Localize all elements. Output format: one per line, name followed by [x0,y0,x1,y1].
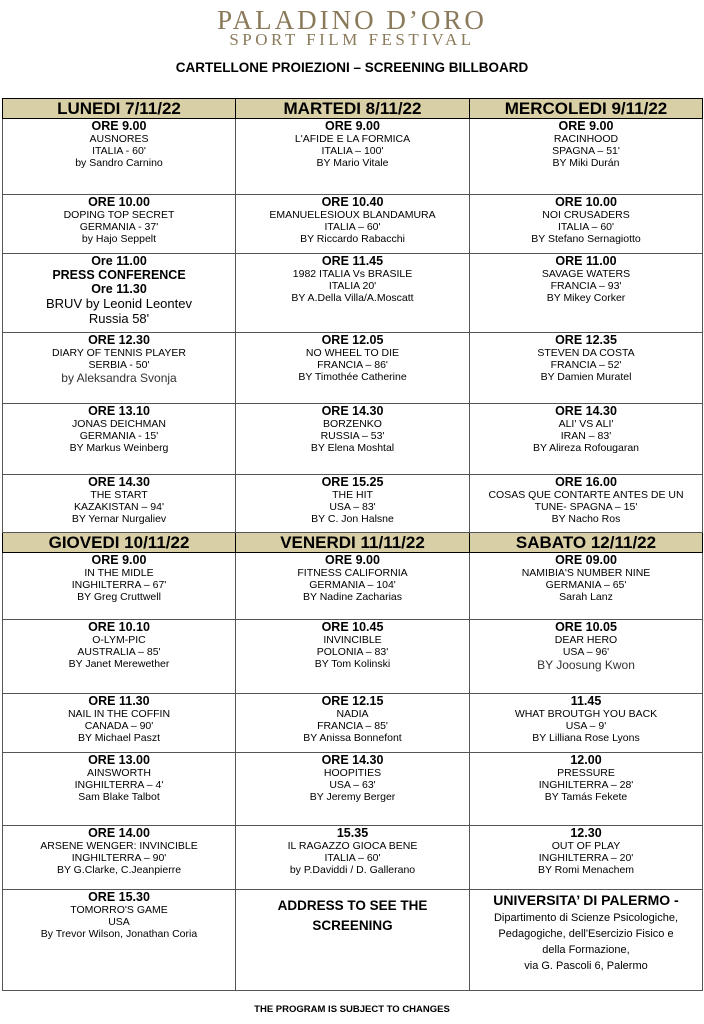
film-country: GERMANIA – 65' [545,579,627,591]
film-director: BY Mario Vitale [316,157,389,169]
film-director: BY C. Jon Halsne [311,513,394,525]
film-country: GERMANIA – 104' [309,579,396,591]
film-director: by Sandro Carnino [75,157,163,169]
film-country: INGHILTERRA – 67' [71,579,167,591]
film-director: BY Mikey Corker [546,292,626,304]
screening-time: ORE 14.30 [555,404,617,418]
screening-cell [470,620,703,694]
screening-time: ORE 14.30 [321,753,384,767]
film-title: 1982 ITALIA Vs BRASILE [292,268,413,280]
film-title: NAMIBIA'S NUMBER NINE [521,567,651,579]
film-title: DOPING TOP SECRET [63,209,175,221]
screening-cell [236,826,470,890]
screening-cell [470,404,703,475]
film-title: HOOPITIES [323,767,382,779]
schedule-row [3,254,703,333]
screening-cell [3,553,236,620]
film-director: BY Anissa Bonnefont [303,732,402,744]
film-director: by Aleksandra Svonja [61,371,177,385]
film-title: BORZENKO [323,418,382,430]
film-title: DEAR HERO [554,634,618,646]
film-director: BY Romi Menachem [537,864,635,876]
screening-cell [470,254,703,333]
film-country: USA – 96' [562,646,610,658]
billboard-title: CARTELLONE PROIEZIONI – SCREENING BILLBOARD [175,60,529,75]
screening-cell [236,195,470,254]
film-country: ITALIA – 60' [557,221,615,233]
university-address-cell [470,890,703,991]
press-conference-label: PRESS CONFERENCE [52,268,186,282]
film-director: By Trevor Wilson, Jonathan Coria [40,928,198,940]
film-director: BY Damien Muratel [540,371,632,383]
film-country: USA [108,916,130,928]
film-director: by P.Daviddi / D. Gallerano [289,864,416,876]
film-title: AUSNORES [89,133,149,145]
film-title: STEVEN DA COSTA [537,347,635,359]
film-director: BY Timothée Catherine [298,371,407,383]
screening-time: ORE 14.30 [321,404,384,418]
film-director: Sarah Lanz [559,591,613,603]
day-header: LUNEDI 7/11/22 [3,99,236,119]
screening-time: ORE 10.40 [321,195,384,209]
film-director: BY Elena Moshtal [310,442,395,454]
film-title: THE HIT [332,489,373,501]
film-country: INGHILTERRA – 4' [74,779,164,791]
film-director: BY Joosung Kwon [537,658,635,672]
address-label-cell [236,890,470,991]
press-conference-cell [3,254,236,333]
film-country: FRANCIA – 85' [317,720,388,732]
screening-cell [236,119,470,195]
schedule-row [3,826,703,890]
film-director: BY Tom Kolinski [314,658,391,670]
screening-time: ORE 12.30 [88,333,150,347]
film-title: OUT OF PLAY [551,840,621,852]
screening-cell [3,826,236,890]
screening-time: ORE 15.30 [88,890,150,904]
screening-time: ORE 12.05 [321,333,384,347]
screening-time: ORE 9.00 [91,553,147,567]
schedule-row [3,404,703,475]
film-country: USA – 9' [565,720,607,732]
screening-cell [3,890,236,991]
film-director: BY Markus Weinberg [69,442,169,454]
screening-time: ORE 10.10 [88,620,150,634]
film-director: BY Riccardo Rabacchi [300,233,405,245]
film-title: NO WHEEL TO DIE [305,347,400,359]
screening-cell [470,753,703,826]
screening-time: ORE 10.00 [555,195,617,209]
program-disclaimer: THE PROGRAM IS SUBJECT TO CHANGES [254,1004,450,1015]
film-country: FRANCIA – 52' [550,359,622,371]
screening-cell [3,753,236,826]
day-header: MERCOLEDI 9/11/22 [470,99,703,119]
day-header: SABATO 12/11/22 [470,533,703,553]
film-title: THE START [90,489,148,501]
film-director: by Hajo Seppelt [81,233,157,245]
film-director: BY Nadine Zacharias [302,591,403,603]
film-country: GERMANIA - 37' [79,221,159,233]
film-director: BY Nacho Ros [551,513,621,525]
film-country: ITALIA 20' [328,280,377,292]
street-address: via G. Pascoli 6, Palermo [524,960,648,972]
film-country: KAZAKISTAN – 94' [74,501,164,513]
film-country: TUNE- SPAGNA – 15' [534,501,638,513]
day-header: MARTEDI 8/11/22 [236,99,470,119]
screening-time: 15.35 [336,826,369,840]
film-title: NAIL IN THE COFFIN [67,708,171,720]
film-title: JONAS DEICHMAN [72,418,166,430]
screening-cell [470,119,703,195]
film-director: BY G.Clarke, C.Jeanpierre [56,864,182,876]
film-title: RACINHOOD [553,133,619,145]
film-director: BY Yernar Nurgaliev [71,513,167,525]
film-title: NADIA [336,708,369,720]
screening-cell [3,195,236,254]
screening-time: ORE 9.00 [325,553,380,567]
film-title: COSAS QUE CONTARTE ANTES DE UN [488,489,684,501]
film-country: IRAN – 83' [560,430,612,442]
film-country: INGHILTERRA – 20' [538,852,634,864]
screening-time: ORE 10.45 [321,620,384,634]
film-country: RUSSIA – 53' [320,430,385,442]
department-line: Pedagogiche, dell'Esercizio Fisico e [498,928,674,940]
film-title: NOI CRUSADERS [542,209,630,221]
press-time: Ore 11.00 [91,254,147,268]
screening-time: ORE 11.45 [321,254,384,268]
screening-time: ORE 9.00 [325,119,380,133]
film-director: BY Stefano Sernagiotto [531,233,641,245]
screening-time: ORE 16.00 [555,475,617,489]
film-title: DIARY OF TENNIS PLAYER [51,347,186,359]
screening-time: ORE 10.05 [555,620,617,634]
press-film-time: Ore 11.30 [91,282,147,296]
press-film-country: Russia 58' [88,311,150,326]
screening-cell [3,404,236,475]
film-director: Sam Blake Talbot [78,791,160,803]
film-title: INVINCIBLE [323,634,382,646]
schedule-row [3,195,703,254]
film-title: IL RAGAZZO GIOCA BENE [287,840,418,852]
schedule-row [3,753,703,826]
screening-cell [470,333,703,404]
screening-cell [236,753,470,826]
film-country: INGHILTERRA – 90' [71,852,167,864]
film-title: FITNESS CALIFORNIA [297,567,408,579]
screening-time: ORE 14.00 [88,826,150,840]
screening-time: 11.45 [570,694,602,708]
screening-schedule-table [2,98,703,991]
film-country: GERMANIA - 15' [79,430,159,442]
screening-time: ORE 11.30 [88,694,150,708]
film-country: ITALIA – 60' [324,852,381,864]
screening-cell [470,475,703,533]
screening-cell [470,195,703,254]
film-country: SPAGNA – 51' [552,145,620,157]
film-country: ITALIA - 60' [92,145,146,157]
schedule-row [3,475,703,533]
film-country: USA – 83' [329,501,376,513]
screening-time: ORE 10.00 [88,195,150,209]
screening-cell [3,694,236,753]
day-header: VENERDI 11/11/22 [236,533,470,553]
screening-cell [3,333,236,404]
film-country: ITALIA – 60' [324,221,381,233]
day-header: GIOVEDI 10/11/22 [3,533,236,553]
film-director: BY Greg Cruttwell [77,591,161,603]
film-country: ITALIA – 100' [321,145,384,157]
film-title: ARSENE WENGER: INVINCIBLE [40,840,198,852]
screening-cell [236,404,470,475]
film-title: IN THE MIDLE [84,567,154,579]
film-title: L'AFIDE E LA FORMICA [294,133,411,145]
schedule-row [3,333,703,404]
screening-cell [236,333,470,404]
screening-cell [470,553,703,620]
schedule-row [3,890,703,991]
film-director: BY Alireza Rofougaran [532,442,640,454]
film-country: CANADA – 90' [84,720,154,732]
film-title: WHAT BROUTGH YOU BACK [514,708,658,720]
film-title: EMANUELESIOUX BLANDAMURA [269,209,436,221]
day-header-row [3,533,703,553]
schedule-row [3,620,703,694]
screening-time: ORE 9.00 [558,119,614,133]
film-title: O-LYM-PIC [92,634,146,646]
screening-cell [236,553,470,620]
screening-time: ORE 14.30 [88,475,150,489]
film-country: FRANCIA – 93' [550,280,622,292]
schedule-row [3,119,703,195]
department-line: Dipartimento di Scienze Psicologiche, [493,912,679,924]
film-title: PRESSURE [557,767,615,779]
film-director: BY Jeremy Berger [309,791,396,803]
festival-logo-subtitle: SPORT FILM FESTIVAL [229,30,475,49]
film-director: BY Janet Merewether [68,658,170,670]
schedule-row [3,694,703,753]
film-title: ALI' VS ALI' [558,418,614,430]
screening-cell [236,620,470,694]
screening-cell [236,475,470,533]
film-director: BY Tamás Fekete [544,791,628,803]
screening-time: ORE 12.35 [555,333,617,347]
film-title: AINSWORTH [87,767,151,779]
film-director: BY Miki Durán [552,157,620,169]
press-film-title: BRUV by Leonid Leontev [46,296,192,311]
film-title: TOMORRO'S GAME [70,904,168,916]
schedule-row [3,553,703,620]
university-name: UNIVERSITA’ DI PALERMO - [493,892,679,908]
screening-time: ORE 09.00 [555,553,617,567]
screening-time: ORE 13.00 [88,753,150,767]
screening-time: ORE 11.00 [555,254,617,268]
screening-time: 12.00 [570,753,602,767]
film-director: BY Lilliana Rose Lyons [532,732,640,744]
department-line: della Formazione, [542,944,630,956]
film-country: USA – 63' [329,779,376,791]
screening-cell [236,694,470,753]
film-country: SERBIA - 50' [88,359,150,371]
day-header-row [3,99,703,119]
screening-time: 12.30 [570,826,602,840]
film-title: SAVAGE WATERS [541,268,631,280]
film-country: POLONIA – 83' [316,646,389,658]
screening-cell [3,620,236,694]
film-country: INGHILTERRA – 28' [538,779,634,791]
screening-cell [470,694,703,753]
film-director: BY Michael Paszt [77,732,161,744]
screening-cell [3,119,236,195]
screening-time: ORE 9.00 [91,119,147,133]
screening-cell [3,475,236,533]
festival-logo-title: PALADINO D’ORO [217,5,487,35]
screening-time: ORE 15.25 [321,475,384,489]
film-director: BY A.Della Villa/A.Moscatt [291,292,414,304]
film-country: AUSTRALIA – 85' [77,646,161,658]
screening-cell [236,254,470,333]
screening-cell [470,826,703,890]
screening-time: ORE 12.15 [321,694,384,708]
screening-time: ORE 13.10 [88,404,150,418]
address-label: ADDRESS TO SEE THE SCREENING [277,898,428,933]
film-country: FRANCIA – 86' [317,359,388,371]
